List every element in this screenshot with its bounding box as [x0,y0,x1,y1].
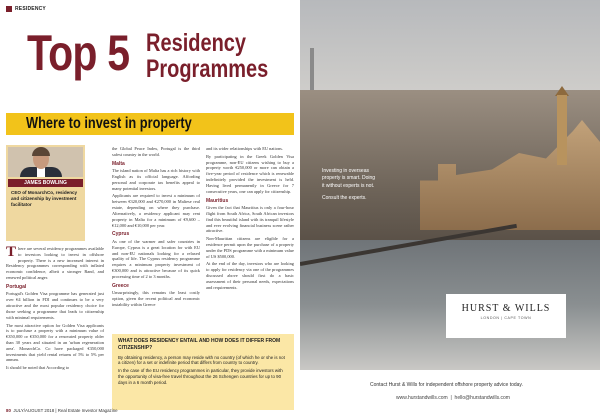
advertisement-page [300,0,600,419]
mauritius-p1: Given the fact that Mauritius is only a four-hour flight from South Africa, South African investors find this beautiful island with its tranquil lifestyle and ever evolving financial business scene rather attractive. [206,205,294,234]
issue-date: JULY/AUGUST 2018 [13,408,55,413]
page-number: 80 [6,408,11,413]
magazine-name: Real Estate Investor Magazine [57,408,118,413]
author-name: JAMES BOWLING [8,179,83,187]
title-line-2: Programmes [146,55,269,84]
ad-contact-text: Contact Hurst & Wills for independent offshore property advice today. [370,382,523,388]
malta-p1: The island nation of Malta has a rich history with English as its official language. Affording personal and corporate tax benefits appeal to many potential investors. [112,168,200,191]
mauritius-p3: At the end of the day, investors who are looking to apply for residency via one of the programmes discussed above should first do a basic assessment of their personal needs, expectations and requirements. [206,261,294,290]
col3-p1: By participating in the Greek Golden Visa programme, non-EU citizens wishing to buy a property worth €250,000 or more can obtain a five-year period of residence which is renewable indefinitely provided the investment is held. Having lived permanently in Greece for 7 consecutive years, one can apply for citizenship. [206,153,294,194]
subtitle-banner [6,113,294,135]
col2-intro: the Global Peace Index, Portugal is the third safest country in the world. [112,146,200,157]
title-line-1: Residency [146,29,247,57]
faq-answer-1: By obtaining residency, a person may reside with no country (of which he or she is not a citizen) for a set or indefinite period that differs from country to country. [118,354,285,366]
ad-subtagline: Consult the experts. [322,195,367,201]
article-column-2 [112,146,200,310]
section-tag [6,6,46,12]
heading-greece: Greece [112,282,129,289]
website-link[interactable]: www.hurstandwills.com [396,395,448,401]
email-link[interactable]: hello@hurstandwills.com [454,395,510,401]
faq-answer-2: In the case of the EU residency programmes in particular, they provide investors with the opportunity of visa-free travel throughout the 26 Schengen countries for up to 90 days in a 6 month period. [118,368,283,386]
malta-p2: Applicants are required to invest a minimum of between €320,000 and €270,000 in Maltese real estate, depending on where they purchase. Alternatively, a residency applicant may rent property in Malta for a minimum of €9,600 – €12,000 and €10,000 per year. [112,193,200,228]
author-photo [8,147,83,177]
article-column-3 [206,146,294,292]
ad-tagline-line-2: property is smart. Doing [322,175,376,182]
intro-text: here are several residency programmes available to investors looking to invest in offshore property. There is a new increased interest in Residency programmes corresponding with inflated economic confidence, albeit a stronger Rand, and renewed political anger. [6,246,104,281]
faq-question: WHAT DOES RESIDENCY ENTAIL AND HOW DOES IT DIFFER FROM CITIZENSHIP? [118,338,281,351]
ad-tagline-line-1: Investing in overseas [322,168,369,174]
ad-contact-links: www.hurstandwills.com | hello@hurstandwills.com [396,395,510,401]
section-tag-label: RESIDENCY [15,6,46,12]
heading-portugal: Portugal [6,283,27,290]
section-marker-icon [6,6,12,12]
col3-intro: and its wider relationships with EU nations. [206,146,283,151]
article-column-1 [6,246,104,373]
title-residency-programmes [146,30,268,83]
page-footer: 80 JULY/AUGUST 2018 | Real Estate Investor Magazine [6,408,118,413]
logo-name: HURST & WILLS [461,303,551,314]
heading-malta: Malta [112,160,125,167]
portugal-p1: Portugal's Golden Visa programme has generated just over €4 billion in FDI and continues to be a very attractive and the most popular residency choice for those seeking a programme that leads to citizenship with minimal requirements. [6,291,104,320]
author-role: CEO of MonarchCo, residency and citizenship by investment facilitator [11,190,78,207]
drop-cap: T [6,244,17,260]
big-ben-tower [557,95,567,165]
mauritius-p2: Non-Mauritian citizens are eligible for a residence permit upon the purchase of a property under the PDS programme with a minimum value of US $500,000. [206,236,294,259]
portugal-p3: It should be noted that According to [6,365,70,371]
logo-locations: LONDON | CAPE TOWN [480,316,532,320]
portugal-p2: The most attractive option for Golden Visa applicants is to purchase a property with a minimum value of €350,000 or €350,000 for a renovated property older than 30 years and situated in an 'urban regeneration area'. MonarchCo. Co have packaged €350,000 investments that yield rental returns of 5% to 5% per annum. [6,322,104,363]
subtitle-text: Where to invest in property [26,115,192,132]
heading-cyprus: Cyprus [112,231,130,238]
cyprus-p1: As one of the warmer and safer countries in Europe, Cyprus is a great location for with EU and non-EU nationals looking for a relaxed quality of life. The Cyprus residency programme requires a minimum property investment of €300,000 and is attractive because of its quick processing time of 2 to 3 months. [112,238,200,279]
greece-p1: Unsurprisingly, this remains the least costly option, given the recent political and economic instability within Greece [112,290,200,307]
title-top5: Top 5 [27,25,130,81]
ad-tagline [322,168,375,190]
hurst-wills-logo [446,294,566,338]
heading-mauritius: Mauritius [206,197,229,204]
ad-tagline-line-3: it without experts is not. [322,182,375,189]
faq-box [112,334,294,410]
